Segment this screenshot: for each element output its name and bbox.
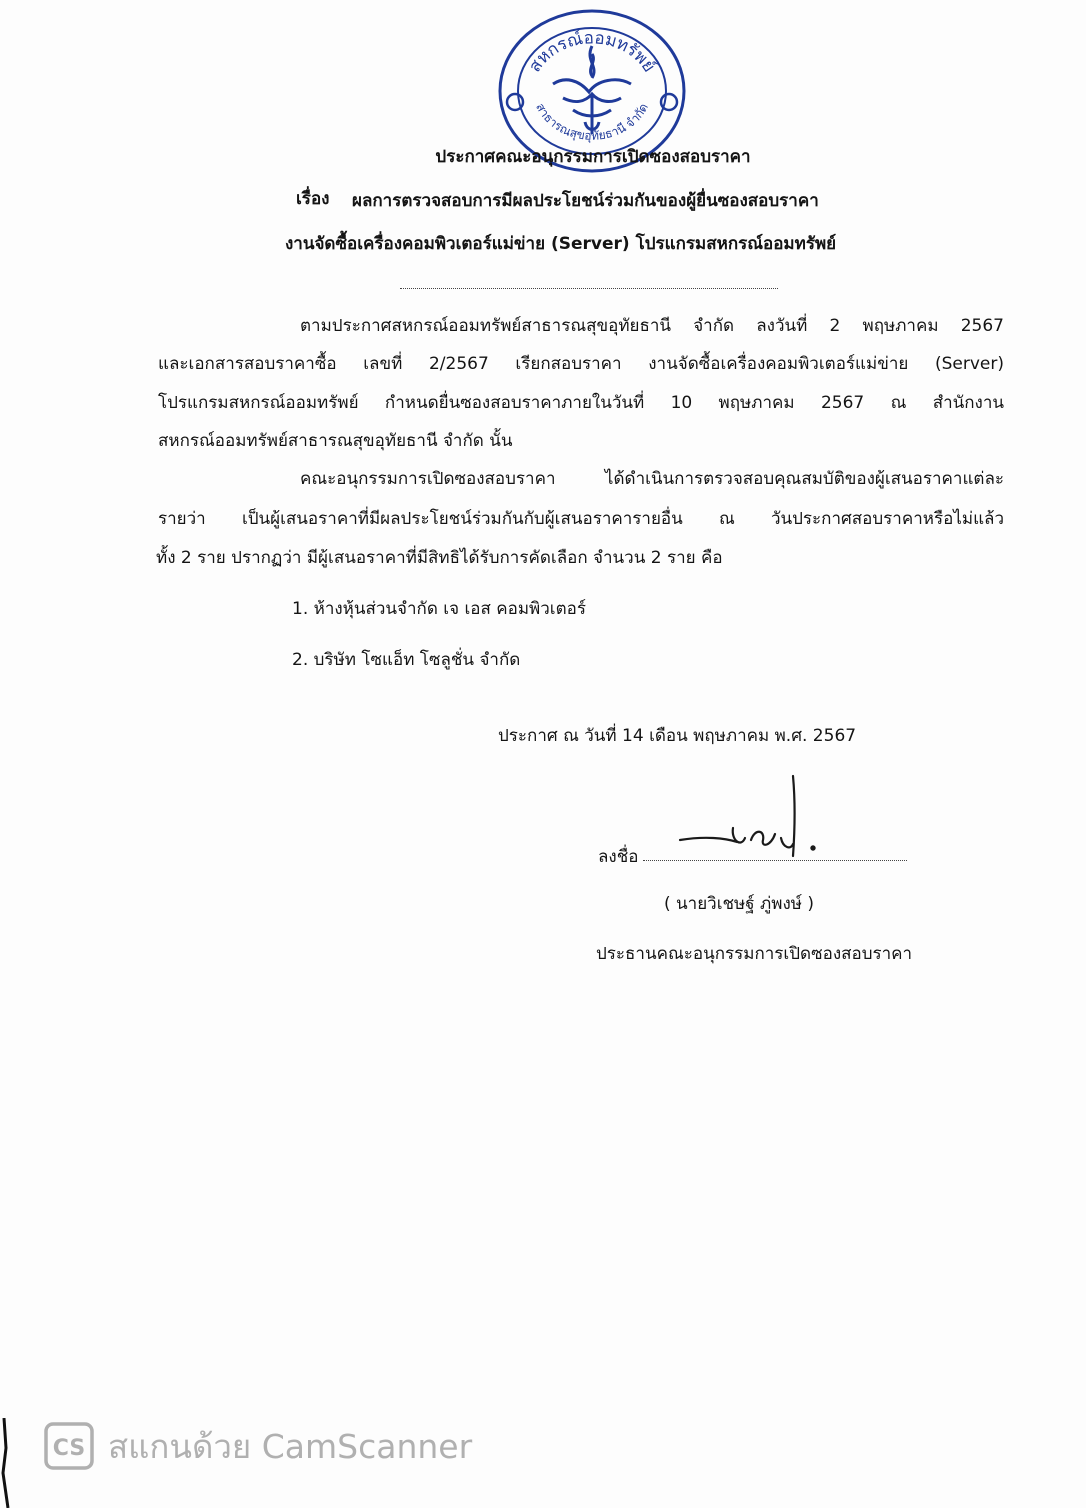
- sign-label: ลงชื่อ: [598, 847, 639, 867]
- header-divider: [400, 288, 778, 289]
- signer-name: ( นายวิเชษฐ์ ภู่พงษ์ ): [664, 894, 815, 914]
- list-item: 1. ห้างหุ้นส่วนจำกัด เจ เอส คอมพิวเตอร์: [292, 599, 586, 619]
- paragraph-1-line-4: สหกรณ์ออมทรัพย์สาธารณสุขอุทัยธานี จำกัด นั้น: [158, 431, 513, 451]
- paragraph-2-line-3: ทั้ง 2 ราย ปรากฏว่า มีผู้เสนอราคาที่มีสิทธิได้รับการคัดเลือก จำนวน 2 ราย คือ: [156, 548, 723, 568]
- camscanner-watermark: [44, 1420, 472, 1472]
- seal-text-bottom: สาธารณสุขอุทัยธานี จำกัด: [533, 100, 651, 143]
- paragraph-2-line-2: รายว่า เป็นผู้เสนอราคาที่มีผลประโยชน์ร่วมกันกับผู้เสนอราคารายอื่น ณ วันประกาศสอบราคาหรือไม่แล้ว: [158, 509, 1004, 529]
- paragraph-2-line-1: คณะอนุกรรมการเปิดซองสอบราคา ได้ดำเนินการตรวจสอบคุณสมบัติของผู้เสนอราคาแต่ละ: [300, 469, 1004, 489]
- camscanner-logo-icon: [44, 1422, 94, 1470]
- announcement-title: ประกาศคณะอนุกรรมการเปิดซองสอบราคา: [435, 147, 751, 167]
- signer-position: ประธานคณะอนุกรรมการเปิดซองสอบราคา: [596, 944, 913, 964]
- paragraph-1-line-1: ตามประกาศสหกรณ์ออมทรัพย์สาธารณสุขอุทัยธานี จำกัด ลงวันที่ 2 พฤษภาคม 2567: [300, 316, 1004, 336]
- scan-edge-mark: [0, 1418, 14, 1508]
- subject-line-1: ผลการตรวจสอบการมีผลประโยชน์ร่วมกันของผู้ยื่นซองสอบราคา: [352, 191, 819, 211]
- subject-line-2: งานจัดซื้อเครื่องคอมพิวเตอร์แม่ข่าย (Server) โปรแกรมสหกรณ์ออมทรัพย์: [285, 234, 837, 254]
- handwritten-signature: [675, 768, 825, 863]
- paragraph-1-line-3: โปรแกรมสหกรณ์ออมทรัพย์ กำหนดยื่นซองสอบราคาภายในวันที่ 10 พฤษภาคม 2567 ณ สำนักงาน: [158, 393, 1004, 413]
- seal-text-top: สหกรณ์ออมทรัพย์: [525, 28, 659, 77]
- camscanner-watermark-text: สแกนด้วย CamScanner: [108, 1426, 473, 1466]
- paragraph-1-line-2: และเอกสารสอบราคาซื้อ เลขที่ 2/2567 เรียกสอบราคา งานจัดซื้อเครื่องคอมพิวเตอร์แม่ข่าย (Server): [158, 354, 1004, 374]
- list-item: 2. บริษัท โซแอ็ท โซลูชั่น จำกัด: [292, 650, 521, 670]
- announcement-date: ประกาศ ณ วันที่ 14 เดือน พฤษภาคม พ.ศ. 2567: [498, 726, 857, 746]
- camscanner-logo-text: CS: [52, 1436, 86, 1461]
- signature-line: [643, 860, 907, 861]
- subject-label: เรื่อง: [296, 189, 330, 209]
